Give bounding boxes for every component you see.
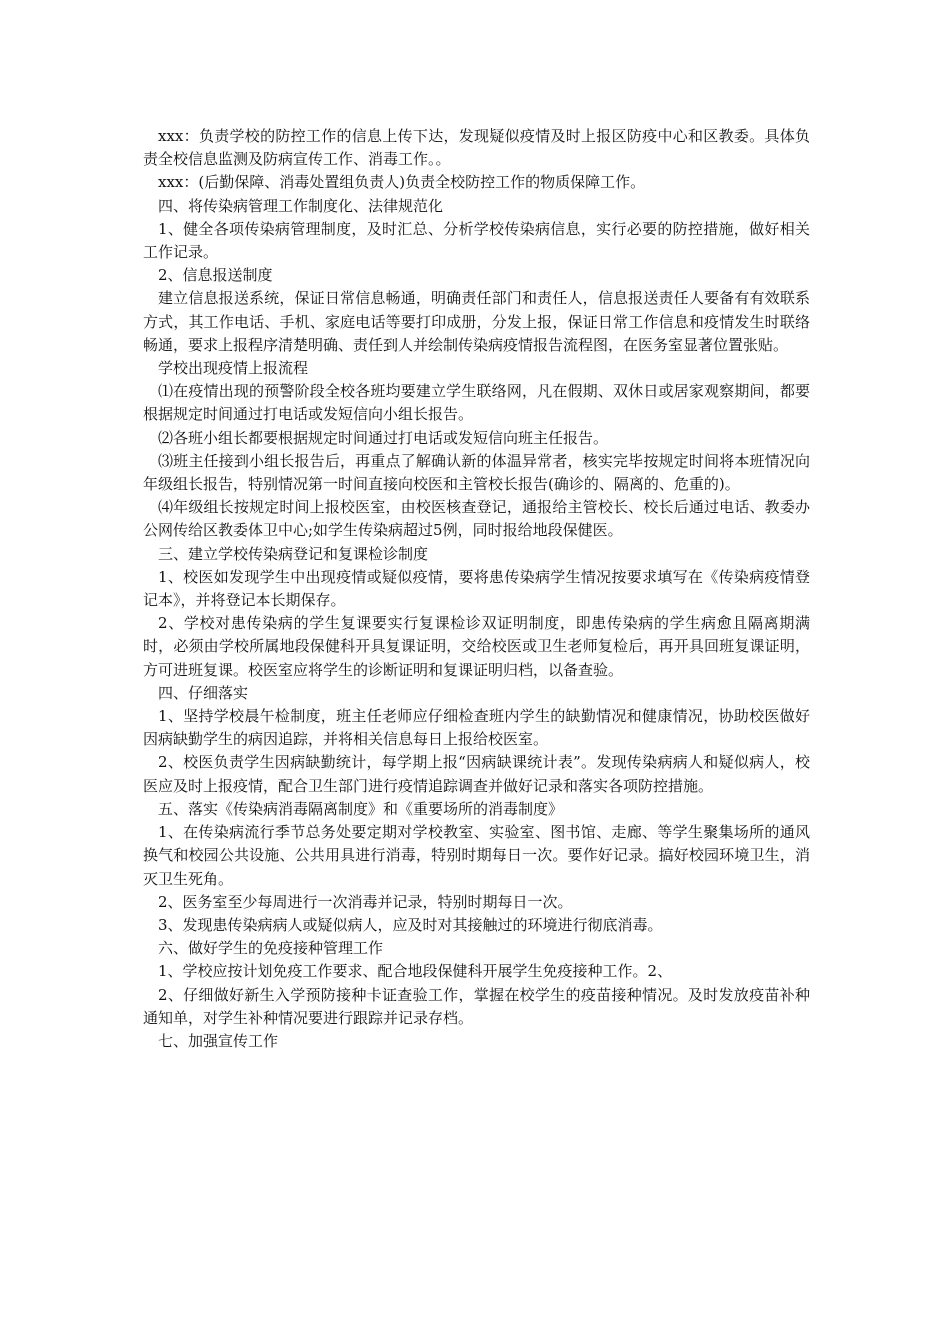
paragraph-implement-2: 2、校医负责学生因病缺勤统计，每学期上报“因病缺课统计表”。发现传染病病人和疑似病人，校医应及时上报疫情，配合卫生部门进行疫情追踪调查并做好记录和落实各项防控措施。 [143, 753, 810, 795]
flow-step-1: ⑴在疫情出现的预警阶段全校各班均要建立学生联络网，凡在假期、双休日或居家观察期间，都要根据规定时间通过打电话或发短信向小组长报告。 [143, 382, 810, 424]
section-heading-6: 六、做好学生的免疫接种管理工作 [158, 939, 384, 958]
paragraph-info-officer: xxx：负责学校的防控工作的信息上传下达，发现疑似疫情及时上报区防疫中心和区教委。具体负责全校信息监测及防病宣传工作、消毒工作。。 [143, 127, 810, 169]
paragraph-3-2: 2、学校对患传染病的学生复课要实行复课检诊双证明制度，即患传染病的学生病愈且隔离期满时，必须由学校所属地段保健科开具复课证明，交给校医或卫生老师复检后，再开具回班复课证明，方可进班复课。校医室应将学生的诊断证明和复课证明归档，以备查验。 [143, 614, 810, 679]
paragraph-info-reporting-system: 建立信息报送系统，保证日常信息畅通，明确责任部门和责任人，信息报送责任人要备有有效联系方式，其工作电话、手机、家庭电话等要打印成册，分发上报，保证日常工作信息和疫情发生时联络畅通，要求上报程序清楚明确、责任到人并绘制传染病疫情报告流程图，在医务室显著位置张贴。 [143, 289, 810, 354]
paragraph-5-1: 1、在传染病流行季节总务处要定期对学校教室、实验室、图书馆、走廊、等学生聚集场所的通风换气和校园公共设施、公共用具进行消毒，特别时期每日一次。要作好记录。搞好校园环境卫生，消灭卫生死角。 [143, 823, 810, 888]
section-heading-implement: 四、仔细落实 [158, 683, 249, 702]
paragraph-4-1: 1、健全各项传染病管理制度，及时汇总、分析学校传染病信息，实行必要的防控措施，做好相关工作记录。 [143, 219, 810, 262]
section-heading-5: 五、落实《传染病消毒隔离制度》和《重要场所的消毒制度》 [158, 799, 564, 818]
paragraph-implement-1: 1、坚持学校晨午检制度，班主任老师应仔细检查班内学生的缺勤情况和健康情况，协助校医做好因病缺勤学生的病因追踪，并将相关信息每日上报给校医室。 [143, 707, 810, 749]
subheading-info-reporting: 2、信息报送制度 [158, 266, 273, 285]
paragraph-6-2: 2、仔细做好新生入学预防接种卡证查验工作，掌握在校学生的疫苗接种情况。及时发放疫苗补种通知单，对学生补种情况要进行跟踪并记录存档。 [143, 985, 810, 1027]
section-heading-4: 四、将传染病管理工作制度化、法律规范化 [158, 196, 444, 215]
subheading-report-flow: 学校出现疫情上报流程 [158, 359, 309, 378]
section-heading-3: 三、建立学校传染病登记和复课检诊制度 [158, 544, 429, 563]
paragraph-logistics-officer: xxx：(后勤保障、消毒处置组负责人)负责全校防控工作的物质保障工作。 [158, 173, 646, 192]
paragraph-6-1: 1、学校应按计划免疫工作要求、配合地段保健科开展学生免疫接种工作。2、 [158, 962, 673, 981]
flow-step-4: ⑷年级组长按规定时间上报校医室，由校医核查登记，通报给主管校长、校长后通过电话、教委办公网传给区教委体卫中心;如学生传染病超过5例，同时报给地段保健医。 [143, 498, 810, 540]
section-heading-7: 七、加强宣传工作 [158, 1031, 279, 1050]
paragraph-5-3: 3、发现患传染病病人或疑似病人，应及时对其接触过的环境进行彻底消毒。 [158, 915, 663, 934]
paragraph-3-1: 1、校医如发现学生中出现疫情或疑似疫情，要将患传染病学生情况按要求填写在《传染病疫情登记本》，并将登记本长期保存。 [143, 567, 810, 610]
flow-step-2: ⑵各班小组长都要根据规定时间通过打电话或发短信向班主任报告。 [158, 428, 609, 447]
paragraph-5-2: 2、医务室至少每周进行一次消毒并记录，特别时期每日一次。 [158, 892, 573, 911]
flow-step-3: ⑶班主任接到小组长报告后，再重点了解确认新的体温异常者，核实完毕按规定时间将本班情况向年级组长报告，特别情况第一时间直接向校医和主管校长报告(确诊的、隔离的、危重的)。 [143, 451, 810, 494]
document-body [143, 125, 810, 1053]
